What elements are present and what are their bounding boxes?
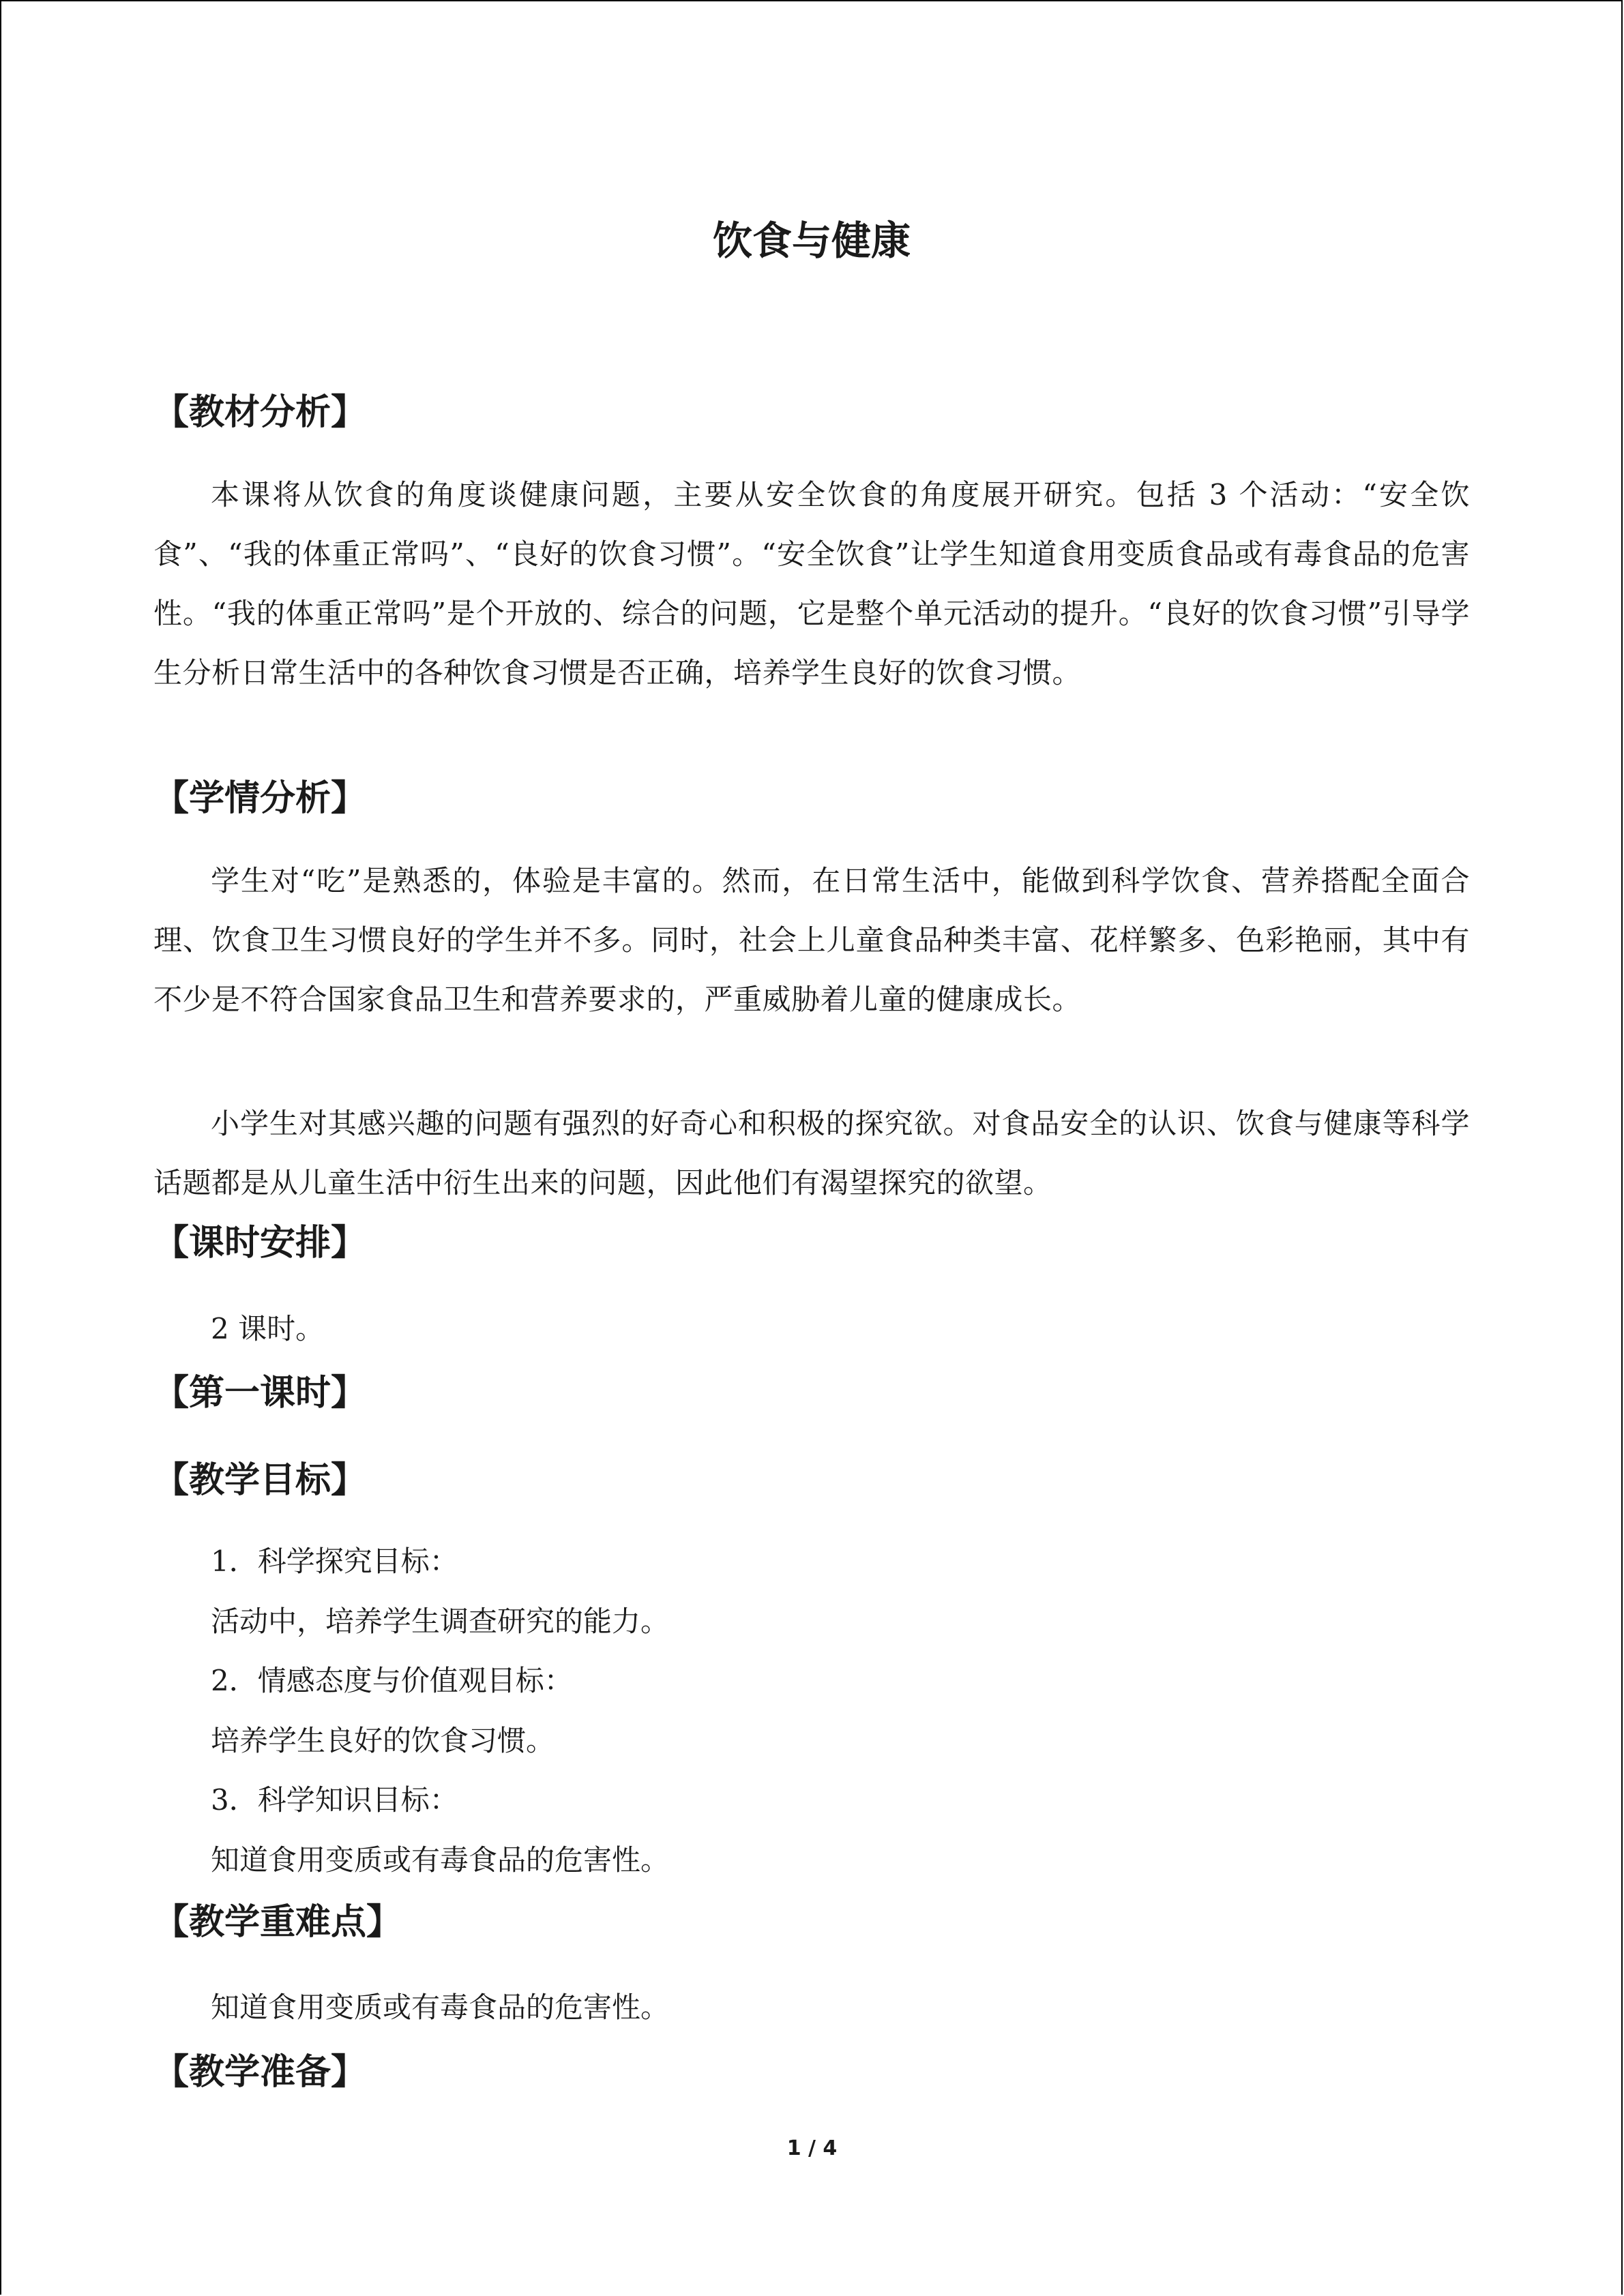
objective-label-1: 1．科学探究目标： bbox=[211, 1545, 458, 1578]
heading-material-analysis: 【教材分析】 bbox=[153, 392, 367, 433]
document-title: 饮食与健康 bbox=[712, 218, 911, 264]
objective-text-3: 知道食用变质或有毒食品的危害性。 bbox=[211, 1843, 670, 1877]
page-number: 1 / 4 bbox=[786, 2136, 838, 2160]
objective-text-1: 活动中，培养学生调查研究的能力。 bbox=[211, 1605, 670, 1638]
paragraph-student-analysis-1: 学生对“吃”是熟悉的，体验是丰富的。然而，在日常生活中，能做到科学饮食、营养搭配全面合理、饮食卫生习惯良好的学生并不多。同时，社会上儿童食品种类丰富、花样繁多、色彩艳丽，其中有不少是不符合国家食品卫生和营养要求的，严重威胁着儿童的健康成长。 bbox=[153, 864, 1470, 1016]
paragraph-student-analysis-2: 小学生对其感兴趣的问题有强烈的好奇心和积极的探究欲。对食品安全的认识、饮食与健康等科学话题都是从儿童生活中衍生出来的问题，因此他们有渴望探究的欲望。 bbox=[153, 1107, 1470, 1199]
objective-label-3: 3．科学知识目标： bbox=[211, 1783, 458, 1817]
heading-schedule: 【课时安排】 bbox=[153, 1223, 367, 1264]
objective-text-2: 培养学生良好的饮食习惯。 bbox=[211, 1724, 555, 1757]
heading-preparation: 【教学准备】 bbox=[153, 2052, 367, 2093]
heading-objectives: 【教学目标】 bbox=[153, 1460, 367, 1501]
key-points-text: 知道食用变质或有毒食品的危害性。 bbox=[211, 1991, 670, 2024]
heading-key-points: 【教学重难点】 bbox=[153, 1902, 402, 1943]
heading-student-analysis: 【学情分析】 bbox=[153, 778, 367, 819]
heading-first-lesson: 【第一课时】 bbox=[153, 1373, 367, 1414]
paragraph-material-analysis: 本课将从饮食的角度谈健康问题，主要从安全饮食的角度展开研究。包括 3 个活动：“安全饮食”、“我的体重正常吗”、“良好的饮食习惯”。“安全饮食”让学生知道食用变质食品或有毒食品的危害性。“我的体重正常吗”是个开放的、综合的问题，它是整个单元活动的提升。“良好的饮食习惯”引导学生分析日常生活中的各种饮食习惯是否正确，培养学生良好的饮食习惯。 bbox=[153, 478, 1470, 689]
schedule-text: 2 课时。 bbox=[211, 1312, 325, 1345]
objective-label-2: 2．情感态度与价值观目标： bbox=[211, 1664, 573, 1697]
